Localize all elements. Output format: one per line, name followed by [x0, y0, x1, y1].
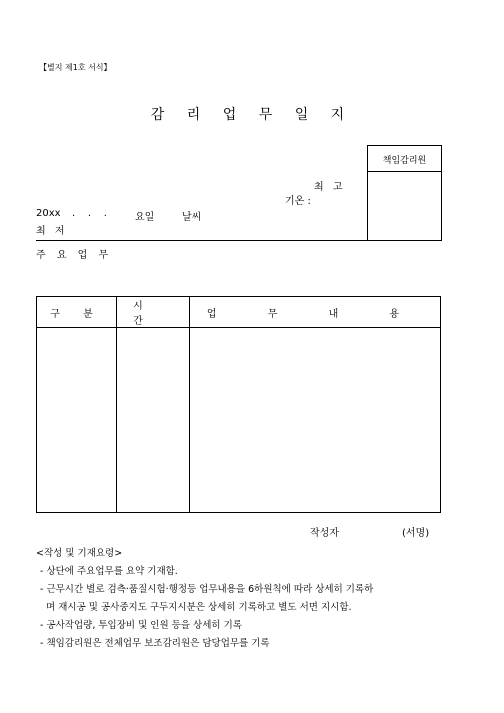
signature-mark: (서명) [402, 528, 430, 539]
temperature-max-label: 최 고 [314, 182, 346, 193]
table-body-row [37, 328, 441, 513]
section-title: 주 요 업 무 [36, 250, 113, 261]
note-item: - 공사작업량, 투입장비 및 인원 등을 상세히 기록 [40, 620, 242, 631]
temperature-min-label: 최 저 [36, 226, 68, 237]
note-item: 며 재시공 및 공사중지도 구두지시분은 상세히 기록하고 별도 서면 지시함. [40, 602, 352, 613]
signature-label: 책임감리원 [382, 156, 427, 166]
column-header-time: 시 간 [117, 297, 190, 328]
note-item: - 근무시간 별로 검측·품질시험·행정등 업무내용을 6하원칙에 따라 상세히 기록하 [40, 584, 374, 595]
work-table [36, 296, 441, 513]
header-divider [36, 240, 367, 241]
temperature-prefix: 기온 : [285, 196, 311, 207]
category-cell[interactable] [37, 328, 117, 513]
date-dots: . . . [72, 208, 107, 219]
table-header-row [37, 297, 441, 328]
content-cell[interactable] [190, 328, 441, 513]
writer-label: 작성자 [310, 528, 339, 539]
column-header-category: 구 분 [37, 297, 117, 328]
document-title: 감 리 업 무 일 지 [150, 107, 354, 123]
date-weekday: 요일 [135, 212, 155, 223]
date-weather: 날씨 [182, 212, 202, 223]
note-item: - 책임감리원은 전체업무 보조감리원은 담당업무를 기록 [40, 638, 270, 649]
note-item: - 상단에 주요업무를 요약 기재함. [40, 566, 178, 577]
column-header-content: 업 무 내 용 [190, 297, 441, 328]
time-cell[interactable] [117, 328, 190, 513]
notes-title: <작성 및 기재요령> [36, 548, 123, 559]
signature-box [367, 145, 442, 241]
date-year: 20xx [36, 208, 61, 219]
form-number-label: 【별지 제1호 서식】 [39, 63, 112, 72]
